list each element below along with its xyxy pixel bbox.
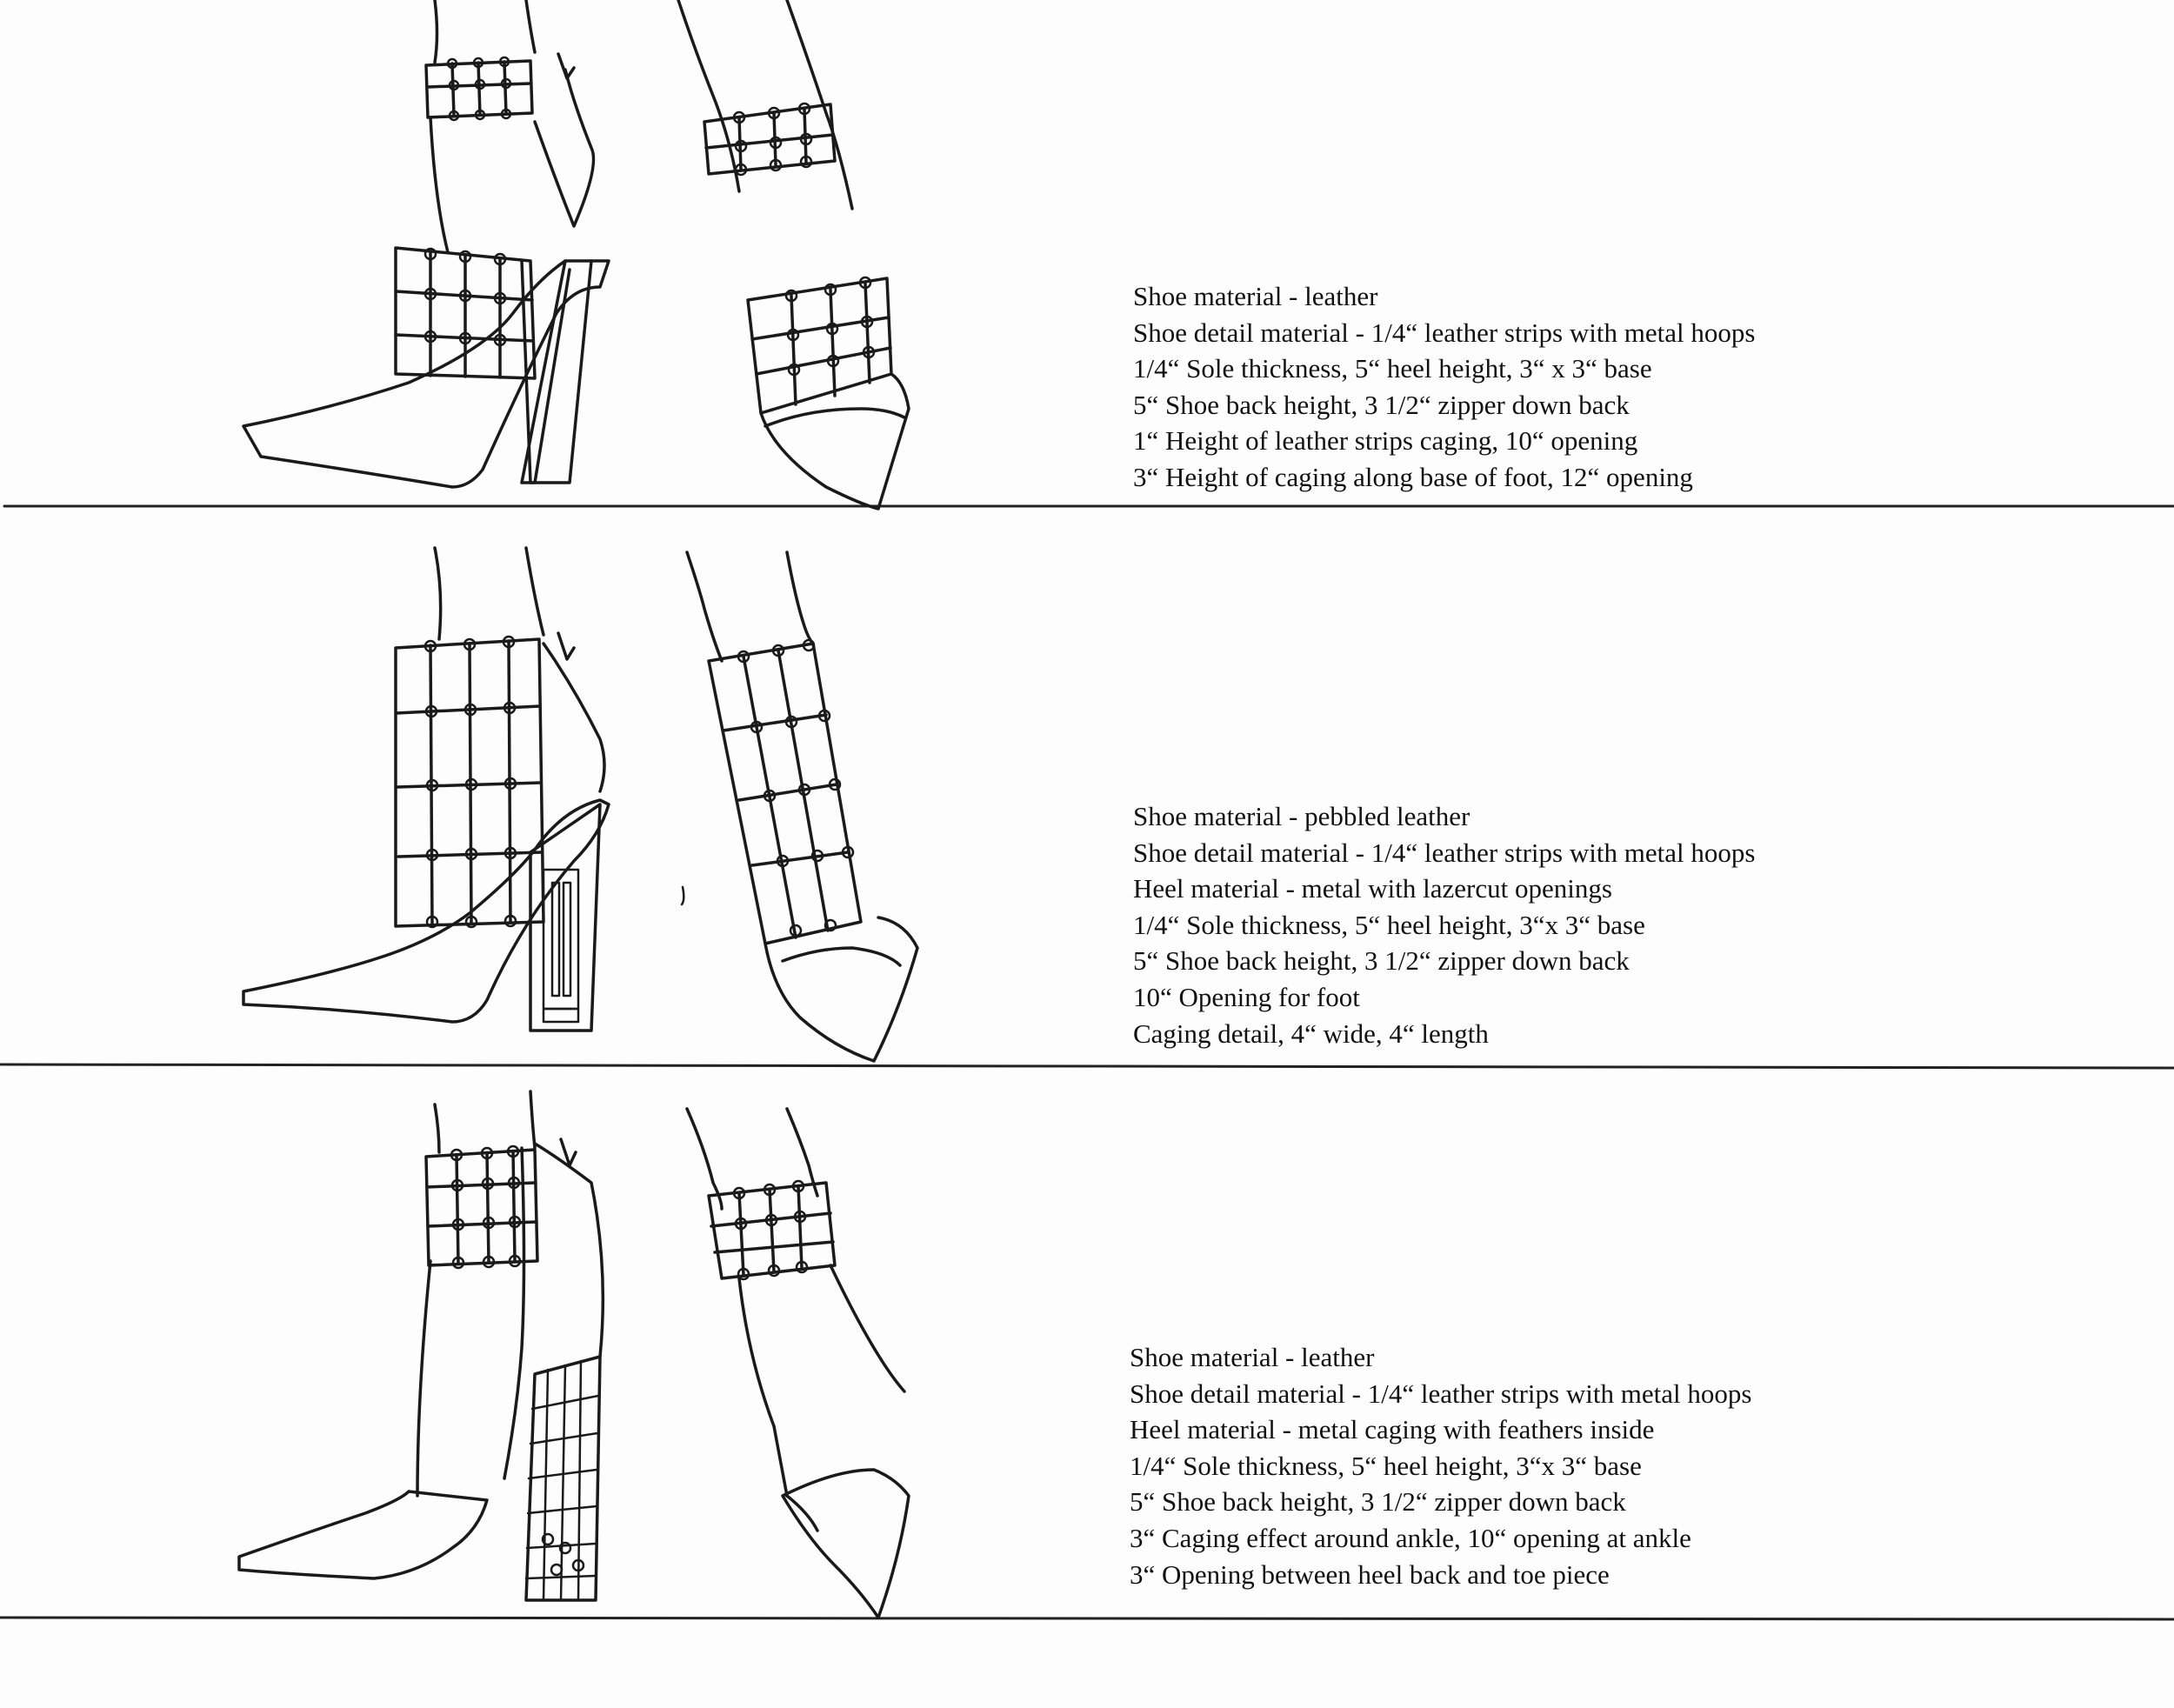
spec-line: Caging detail, 4“ wide, 4“ length: [1133, 1017, 1489, 1049]
spec-line: Shoe detail material - 1/4“ leather strips with metal hoops: [1133, 317, 1756, 348]
spec-line: Heel material - metal caging with feathers inside: [1130, 1414, 1655, 1445]
shoe-sketch-1-front: [678, 0, 909, 509]
spec-line: 3“ Height of caging along base of foot, 12“ opening: [1133, 461, 1693, 492]
shoe-sketch-2-side: [243, 548, 609, 1031]
spec-list-design-2: [1133, 798, 1755, 1051]
spec-line: Shoe material - leather: [1133, 281, 1378, 311]
shoe-sketch-1-side: [243, 0, 609, 487]
spec-line: 1“ Height of leather strips caging, 10“ opening: [1133, 425, 1638, 457]
spec-line: 10“ Opening for foot: [1133, 981, 1360, 1012]
spec-line: Shoe detail material - 1/4“ leather strips with metal hoops: [1133, 837, 1756, 868]
spec-line: 5“ Shoe back height, 3 1/2“ zipper down back: [1133, 389, 1630, 420]
divider-line-2: [0, 1064, 2174, 1068]
shoe-sketch-3-front: [687, 1109, 909, 1618]
shoe-sketch-3-side: [239, 1091, 603, 1600]
spec-line: 1/4“ Sole thickness, 5“ heel height, 3“x 3“ base: [1133, 909, 1645, 940]
spec-line: Shoe material - leather: [1130, 1342, 1375, 1372]
divider-line-3: [0, 1618, 2174, 1619]
spec-line: 3“ Opening between heel back and toe piece: [1130, 1558, 1610, 1590]
shoe-sketch-2-front: [682, 552, 917, 1061]
spec-line: Heel material - metal with lazercut openings: [1133, 873, 1612, 904]
spec-line: 1/4“ Sole thickness, 5“ heel height, 3“ x 3“ base: [1133, 353, 1652, 384]
spec-line: Shoe detail material - 1/4“ leather strips with metal hoops: [1130, 1378, 1752, 1409]
spec-line: Shoe material - pebbled leather: [1133, 801, 1470, 831]
spec-line: 5“ Shoe back height, 3 1/2“ zipper down back: [1130, 1486, 1626, 1518]
spec-list-design-3: [1130, 1339, 1751, 1592]
spec-line: 1/4“ Sole thickness, 5“ heel height, 3“x 3“ base: [1130, 1450, 1642, 1481]
spec-line: 5“ Shoe back height, 3 1/2“ zipper down back: [1133, 945, 1630, 977]
spec-list-design-1: [1133, 278, 1755, 496]
spec-line: 3“ Caging effect around ankle, 10“ opening at ankle: [1130, 1522, 1691, 1553]
